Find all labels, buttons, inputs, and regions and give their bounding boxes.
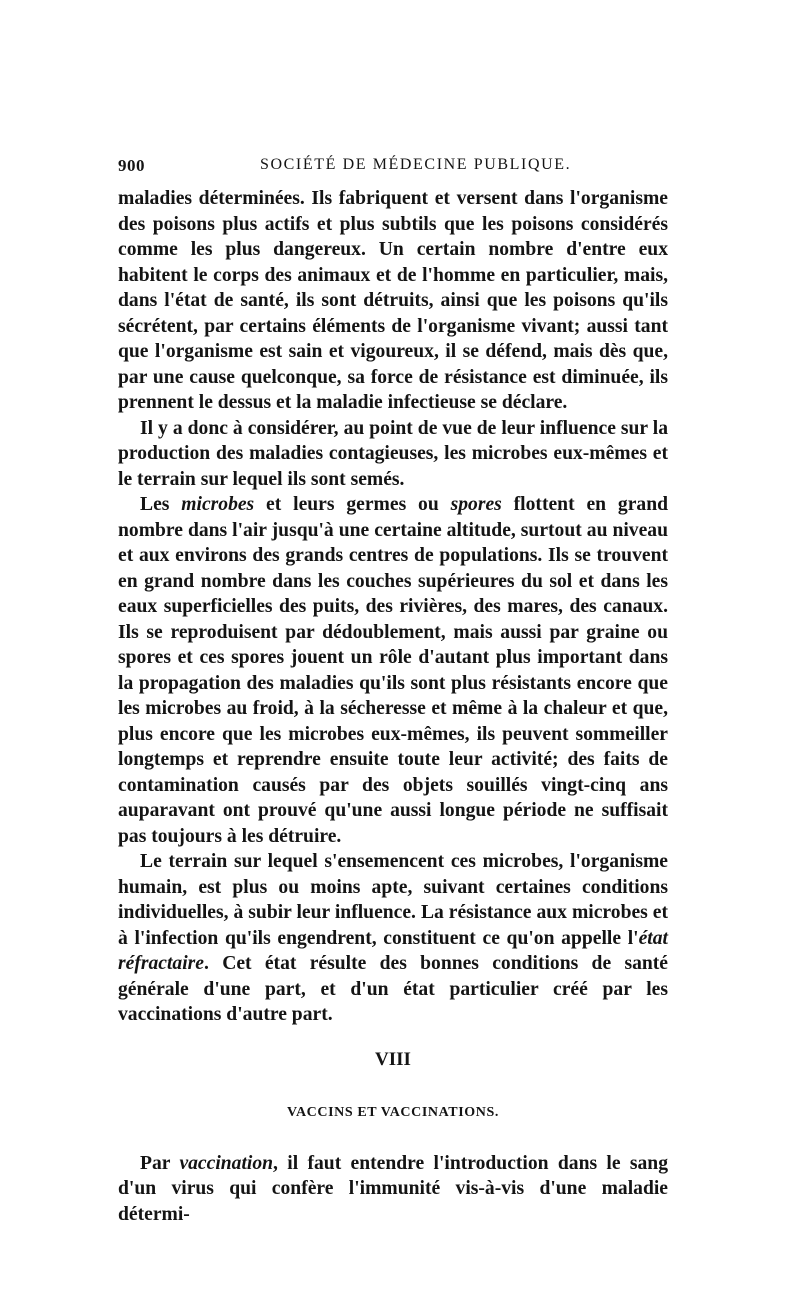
- italic-term: vaccination: [179, 1152, 274, 1174]
- text-run: Il y a donc à considérer, au point de vue de leur influence sur la production des maladies contagieuses, les microbes eux-mêmes et le terrain sur lequel ils sont semés.: [118, 417, 668, 490]
- paragraph-continuation: [118, 186, 668, 416]
- text-run: maladies déterminées. Ils fabriquent et versent dans l'organisme des poisons plus actifs et plus subtils que les poisons considérés comme les plus dangereux. Un certain nombre d'entre eux habitent le corps des animaux et de l'homme en particulier, mais, dans l'état de santé, ils sont détruits, ainsi que les poisons qu'ils sécrétent, par certains éléments de l'organisme vivant; aussi tant que l'organisme est sain et vigoureux, il se défend, mais dès que, par une cause quelconque, sa force de résistance est diminuée, ils prennent le dessus et la maladie infectieuse se déclare.: [118, 188, 668, 413]
- page-number: 900: [118, 156, 145, 175]
- text-run: Les: [140, 494, 182, 515]
- italic-term: état réfractaire: [118, 927, 668, 974]
- text-run: flottent en grand nombre dans l'air jusqu'à une certaine altitude, surtout au niveau et aux environs des grands centres de populations. Ils se trouvent en grand nombre dans les couches supérieures du sol et dans les eaux superficielles des puits, des rivières, des mares, des canaux. Ils se reproduisent par dédoublement, mais aussi par graine ou spores et ces spores jouent un rôle d'autant plus important dans la propagation des maladies qu'ils sont plus résistants encore que les microbes au froid, à la sécheresse et même à la chaleur et que, plus encore que les microbes eux-mêmes, ils peuvent sommeiller longtemps et reprendre ensuite toute leur activité; des faits de contamination causés par des objets souillés vingt-cinq ans auparavant ont prouvé qu'une aussi longue période ne suffisait pas toujours à les détruire.: [118, 494, 669, 847]
- italic-term: spores: [450, 494, 502, 515]
- italic-term: microbes: [181, 494, 255, 515]
- section-number: VIII: [375, 1048, 411, 1070]
- paragraph-terrain-intro: [118, 416, 668, 493]
- text-run: . Cet état résulte des bonnes conditions de santé générale d'une part, et d'un état particulier créé par les vaccinations d'autre part.: [118, 953, 668, 1025]
- text-run: et leurs germes ou: [254, 494, 451, 515]
- running-title: SOCIÉTÉ DE MÉDECINE PUBLIQUE.: [260, 156, 572, 173]
- paragraph-terrain: [118, 849, 668, 1028]
- text-run: , il faut entendre l'introduction dans le sang d'un virus qui confère l'immunité vis-à-vis d'une maladie détermi-: [118, 1152, 668, 1225]
- paragraph-microbes: [118, 492, 668, 849]
- book-page: [118, 156, 668, 1227]
- text-run: Le terrain sur lequel s'ensemencent ces microbes, l'organisme humain, est plus ou moins apte, suivant certaines conditions individuelles, à subir leur influence. La résistance aux microbes et à l'infection qu'ils engendrent, constituent ce qu'on appelle l': [118, 851, 668, 949]
- section-title: VACCINS ET VACCINATIONS.: [287, 1104, 499, 1120]
- paragraph-vaccination: [118, 1151, 668, 1228]
- running-header: [118, 156, 668, 186]
- text-run: Par: [140, 1152, 180, 1174]
